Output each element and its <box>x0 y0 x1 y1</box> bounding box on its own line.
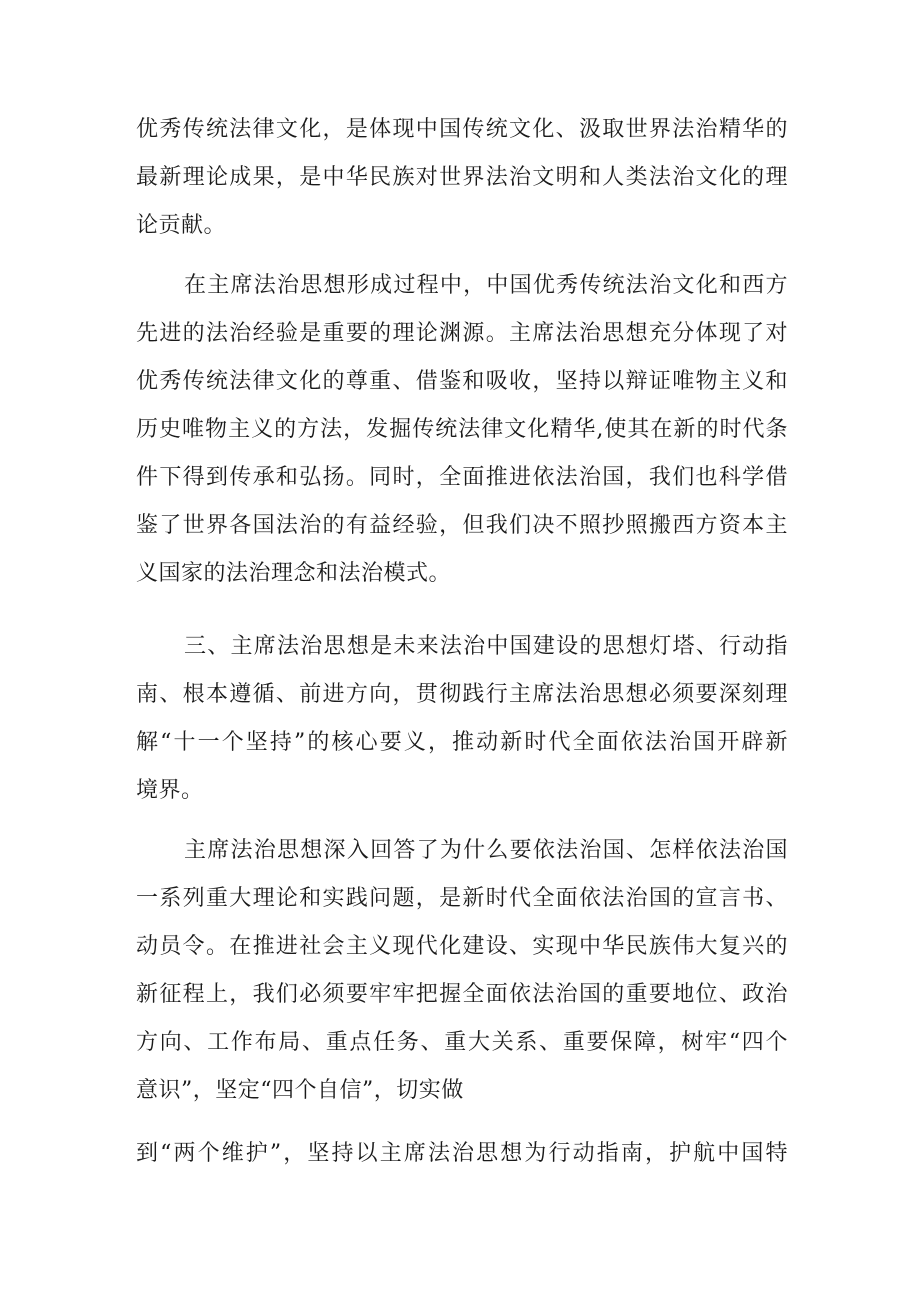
paragraph-4-line-5: 方向、工作布局、重点任务、重大关系、重要保障，树牢“四个 <box>136 1030 788 1055</box>
paragraph-4-line-2: 一系列重大理论和实践问题，是新时代全面依法治国的宣言书、 <box>136 886 788 911</box>
paragraph-2-line-1: 在主席法治思想形成过程中，中国优秀传统法治文化和西方 <box>184 273 788 298</box>
paragraph-4-line-4: 新征程上，我们必须要牢牢把握全面依法治国的重要地位、政治 <box>136 982 788 1007</box>
paragraph-3-line-2: 南、根本遵循、前进方向，贯彻践行主席法治思想必须要深刻理 <box>136 682 788 707</box>
paragraph-4-line-6: 意识”，坚定“四个自信”，切实做 <box>136 1078 464 1103</box>
paragraph-5-line-1: 到“两个维护”，坚持以主席法治思想为行动指南，护航中国特 <box>136 1141 788 1166</box>
paragraph-2-line-3: 优秀传统法律文化的尊重、借鉴和吸收，坚持以辩证唯物主义和 <box>136 369 788 394</box>
paragraph-2-line-4: 历史唯物主义的方法，发掘传统法律文化精华,使其在新的时代条 <box>136 417 788 442</box>
paragraph-4-line-3: 动员令。在推进社会主义现代化建设、实现中华民族伟大复兴的 <box>136 934 788 959</box>
paragraph-2-line-7: 义国家的法治理念和法治模式。 <box>136 561 452 586</box>
paragraph-2-line-6: 鉴了世界各国法治的有益经验，但我们决不照抄照搬西方资本主 <box>136 513 788 538</box>
paragraph-3-line-4: 境界。 <box>136 778 204 803</box>
paragraph-1-line-3: 论贡献。 <box>136 213 227 238</box>
paragraph-2-line-5: 件下得到传承和弘扬。同时，全面推进依法治国，我们也科学借 <box>136 465 788 490</box>
paragraph-2-line-2: 先进的法治经验是重要的理论渊源。主席法治思想充分体现了对 <box>136 321 788 346</box>
paragraph-3-line-3: 解“十一个坚持”的核心要义，推动新时代全面依法治国开辟新 <box>136 730 788 755</box>
paragraph-4-line-1: 主席法治思想深入回答了为什么要依法治国、怎样依法治国 <box>184 838 788 863</box>
paragraph-3-line-1: 三、主席法治思想是未来法治中国建设的思想灯塔、行动指 <box>184 634 788 659</box>
paragraph-1-line-1: 优秀传统法律文化，是体现中国传统文化、汲取世界法治精华的 <box>136 117 788 142</box>
paragraph-1-line-2: 最新理论成果，是中华民族对世界法治文明和人类法治文化的理 <box>136 165 788 190</box>
